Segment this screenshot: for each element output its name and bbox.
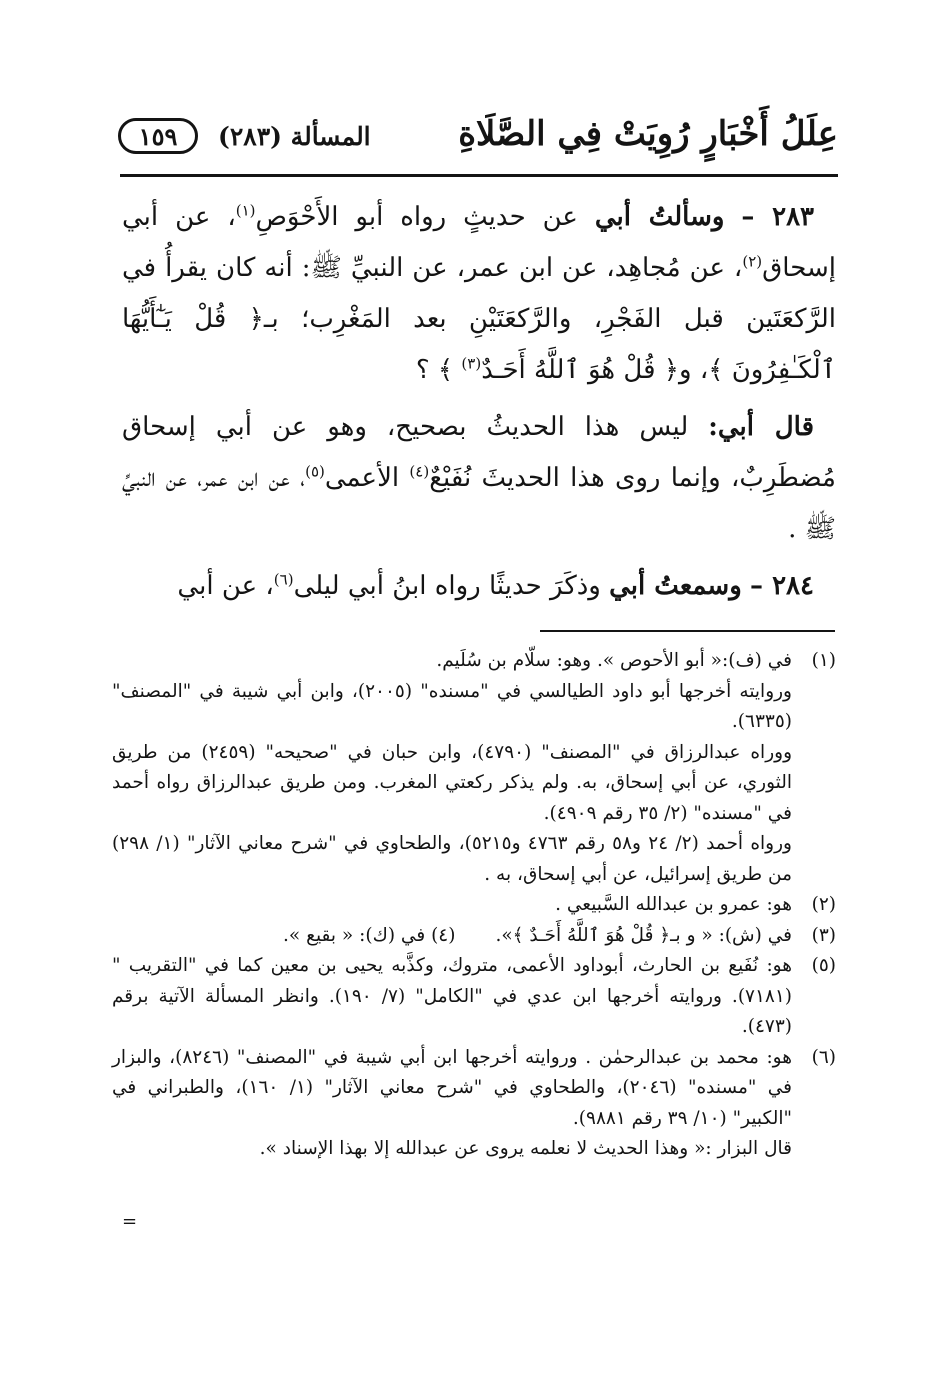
text-segment: ليس هذا الحديثُ بصحيح، وهو عن أبي إسحاق مُضطَرِبٌ، وإنما روى هذا الحديثَ نُفَيْعٌ [122, 412, 836, 493]
paragraph-283 [122, 192, 836, 396]
footnote-ref-6[interactable]: (٦) [273, 570, 294, 589]
paragraph-284 [122, 561, 836, 612]
footnote-5 [112, 951, 836, 1043]
text-segment: وذكَرَ حديثًا رواه ابنُ أبي ليلى [293, 571, 601, 601]
issue-number-283: ٢٨٣ – [741, 202, 815, 232]
footnote-body [112, 1043, 792, 1165]
footnote-3-4 [112, 921, 836, 952]
text-segment: ، عن أبي إسحاق [122, 202, 836, 283]
footnotes [112, 646, 836, 1165]
page-number-badge [118, 118, 198, 154]
answer-lead: قال أبي: [708, 412, 814, 442]
text-segment: الأعمى [324, 463, 410, 493]
page-number: ١٥٩ [138, 121, 178, 151]
book-title: عِلَلُ أَخْبَارٍ رُوِيَتْ فِي الصَّلَاةِ [458, 114, 838, 154]
main-text [122, 192, 836, 618]
footnote-line: قال البزار :« وهذا الحديث لا نعلمه يروى عن عبدالله إلا بهذا الإسناد ». [259, 1138, 792, 1159]
footnote-2 [112, 890, 836, 921]
running-header [118, 108, 838, 164]
paragraph-answer [122, 402, 836, 555]
footnote-number: (٣) [811, 924, 836, 946]
footnote-number: (٥) [811, 955, 836, 976]
question-lead-284: وسمعتُ أبي [609, 571, 742, 601]
footnote-ref-3[interactable]: (٣) [461, 354, 482, 373]
issue-number-284: ٢٨٤ – [750, 571, 814, 601]
footnote-6 [112, 1043, 836, 1165]
footnote-line: ورواه أحمد (٢/ ٢٤ و٥٨ رقم ٤٧٦٣ و٥٢١٥)، والطحاوي في "شرح معاني الآثار" (١/ ٢٩٨) من طريق إسرائيل، عن أبي إسحاق، به . [112, 833, 792, 885]
header-rule [120, 174, 838, 177]
text-segment: ، عن أبي [177, 571, 274, 601]
footnote-number: (٦) [811, 1046, 836, 1068]
footnote-ref-4[interactable]: (٤) [409, 462, 430, 481]
footnote-body [112, 646, 792, 890]
footnote-ref-5[interactable]: (٥) [305, 462, 325, 481]
footnote-4-text: (٤) في (ك): « بقيع ». [283, 924, 456, 946]
footnote-line: في (ف):« أبو الأحوص ». وهو: سلّام بن سُلَيم. [436, 650, 792, 671]
footnote-1 [112, 646, 836, 890]
issue-label: المسألة (٢٨٣) [218, 122, 371, 151]
footnote-line: ووراه عبدالرزاق في "المصنف" (٤٧٩٠)، وابن حبان في "صحيحه" (٢٤٥٩) من طريق الثوري، عن أبي إسحاق، به. ولم يذكر ركعتي المغرب. ومن طريق عبدالرزاق رواه أحمد في "مسنده" (٢/ ٣٥ رقم ٤٩٠٩). [112, 741, 792, 824]
footnote-ref-2[interactable]: (٢) [742, 252, 763, 271]
footnote-continuation-mark: = [122, 1211, 138, 1232]
footnote-3-text: في (ش): « و بـ﴿ قُلْ هُوَ ٱللَّهُ أَحَـدٌ ﴾». [495, 924, 792, 946]
footnote-ref-1[interactable]: (١) [235, 201, 256, 220]
text-segment: عن حديثٍ رواه أبو الأَحْوَصِ [255, 202, 578, 232]
text-segment: ، عن ابن عمر، عن النبيِّ ﷺ . [122, 463, 836, 544]
text-segment: ﴾ ؟ [415, 355, 462, 385]
footnote-rule [540, 630, 835, 632]
footnote-body: هو: نُفَيع بن الحارث، أبوداود الأعمى، متروك، وكذَّبه يحيى بن معين كما في "التقريب " (٧١٨١). وروايته أخرجها ابن عدي في "الكامل" (٧/ ١٩٠). وانظر المسألة الآتية برقم (٤٧٣). [112, 955, 793, 1037]
footnote-line: هو: محمد بن عبدالرحمٰن . وروايته أخرجها ابن أبي شيبة في "المصنف" (٨٢٤٦)، والبزار في "مسنده" (٢٠٤٦)، والطحاوي في "شرح معاني الآثار" (١/ ١٦٠)، والطبراني في "الكبير" (١٠/ ٣٩ رقم ٩٨٨١). [112, 1046, 793, 1129]
footnote-number: (٢) [811, 894, 836, 915]
footnote-number: (١) [811, 650, 836, 671]
footnote-body [112, 921, 792, 952]
footnote-line: وروايته أخرجها أبو داود الطيالسي في "مسنده" (٢٠٠٥)، وابن أبي شيبة في "المصنف" (٦٣٣٥). [112, 680, 792, 732]
text-segment: ، عن مُجاهِد، عن ابن عمر، عن النبيِّ ﷺ: أنه كان يقرأُ في الرَّكعَتَين قبل الفَجْرِ، والرَّكعَتَيْنِ بعد المَغْرِب؛ بـ﴿ قُلْ يَـٰٓأَيُّهَا ٱلْكَـٰفِرُونَ ﴾، و﴿ قُلْ هُوَ ٱللَّهُ أَحَـدٌ [122, 253, 836, 385]
question-lead-283: وسألتُ أبي [594, 202, 725, 232]
footnote-body: هو: عمرو بن عبدالله السَّبيعي . [555, 894, 792, 915]
